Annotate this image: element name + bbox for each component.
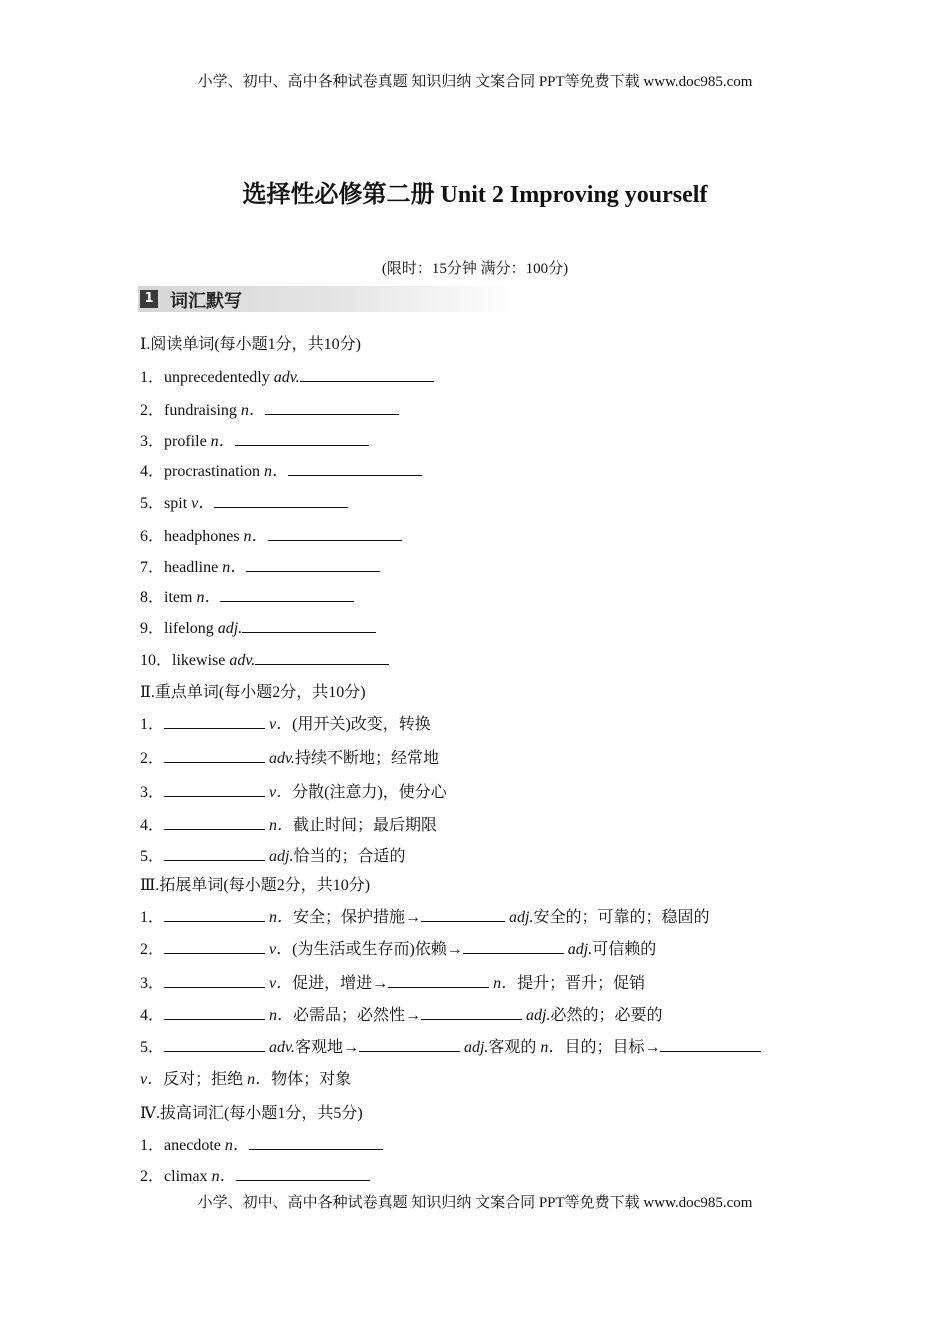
list-item — [140, 970, 645, 993]
answer-blank[interactable] — [164, 973, 265, 988]
item-pos: adj. — [509, 909, 534, 926]
answer-blank[interactable] — [235, 431, 369, 446]
list-item — [140, 554, 380, 577]
item-pos: adv. — [273, 369, 300, 386]
item-pos: n． — [247, 1071, 272, 1088]
item-meaning: (为生活或生存而)依赖→ — [292, 941, 463, 958]
list-item — [140, 745, 439, 768]
banner-number: 1 — [140, 290, 158, 308]
item-word: headphones — [164, 528, 240, 545]
time-limit: (限时：15分钟 满分：100分) — [381, 261, 569, 277]
item-word: anecdote — [164, 1137, 221, 1154]
item-number: 3． — [140, 433, 165, 450]
answer-blank[interactable] — [164, 714, 265, 729]
page-header: 小学、初中、高中各种试卷真题 知识归纳 文案合同 PPT等免费下载 www.doc985.com — [197, 74, 753, 90]
item-pos: v． — [191, 495, 215, 512]
item-pos: n． — [211, 1168, 236, 1185]
item-number: 10． — [140, 652, 173, 669]
item-meaning: 提升；晋升；促销 — [517, 975, 646, 992]
answer-blank[interactable] — [164, 815, 265, 830]
list-item — [140, 458, 422, 481]
answer-blank[interactable] — [236, 1166, 370, 1181]
item-number: 1． — [140, 716, 165, 733]
item-number: 2． — [140, 941, 165, 958]
list-item — [140, 364, 434, 387]
item-pos: v． — [269, 784, 293, 801]
answer-blank[interactable] — [265, 400, 399, 415]
item-pos: n． — [243, 528, 268, 545]
item-meaning: (用开关)改变，转换 — [292, 716, 431, 733]
answer-blank[interactable] — [164, 1005, 265, 1020]
item-number: 7． — [140, 559, 165, 576]
answer-blank[interactable] — [164, 1037, 265, 1052]
item-pos: adj. — [269, 848, 294, 865]
section-4-heading: Ⅳ.拔高词汇(每小题1分，共5分) — [140, 1105, 363, 1122]
item-meaning: 安全的；可靠的；稳固的 — [533, 909, 710, 926]
item-word: procrastination — [164, 463, 260, 480]
item-number: 2． — [140, 402, 165, 419]
list-item — [140, 490, 348, 513]
section-3-heading: Ⅲ.拓展单词(每小题2分，共10分) — [140, 877, 371, 894]
item-word: profile — [164, 433, 207, 450]
item-pos: n． — [224, 1137, 249, 1154]
item-word: spit — [164, 495, 188, 512]
item-word: item — [164, 589, 193, 606]
item-pos: v． — [140, 1071, 164, 1088]
answer-blank[interactable] — [164, 748, 265, 763]
page-title: 选择性必修第二册 Unit 2 Improving yourself — [242, 182, 708, 208]
item-pos: adj. — [526, 1007, 551, 1024]
item-meaning: 可信赖的 — [592, 941, 657, 958]
list-item — [140, 843, 405, 866]
list-item — [140, 904, 710, 927]
banner-text: 词汇默写 — [170, 291, 242, 312]
item-pos: n． — [540, 1039, 565, 1056]
answer-blank[interactable] — [388, 973, 489, 988]
list-item — [140, 812, 437, 835]
item-meaning: 恰当的；合适的 — [293, 848, 406, 865]
answer-blank[interactable] — [164, 939, 265, 954]
item-pos: v． — [269, 941, 293, 958]
item-pos: v． — [269, 716, 293, 733]
item-pos: adj. — [217, 620, 243, 637]
item-meaning: 客观地→ — [294, 1039, 359, 1056]
item-pos: adv. — [269, 750, 295, 767]
item-pos: adj. — [567, 941, 593, 958]
list-item — [140, 523, 402, 546]
item-meaning: 必需品；必然性→ — [293, 1007, 422, 1024]
list-item — [140, 1163, 370, 1186]
list-item — [140, 647, 389, 670]
item-pos: n． — [240, 402, 265, 419]
item-number: 6． — [140, 528, 165, 545]
item-word: likewise — [172, 652, 226, 669]
answer-blank[interactable] — [255, 650, 389, 665]
answer-blank[interactable] — [249, 1135, 383, 1150]
item-pos: adv. — [229, 652, 256, 669]
answer-blank[interactable] — [242, 618, 376, 633]
item-pos: adj. — [463, 1039, 489, 1056]
answer-blank[interactable] — [300, 367, 434, 382]
item-meaning: 促进，增进→ — [292, 975, 389, 992]
answer-blank[interactable] — [421, 907, 505, 922]
item-pos: v． — [269, 975, 293, 992]
list-item — [140, 584, 354, 607]
answer-blank[interactable] — [421, 1005, 522, 1020]
list-item — [140, 779, 447, 802]
item-pos: n． — [222, 559, 247, 576]
answer-blank[interactable] — [164, 782, 265, 797]
item-number: 3． — [140, 975, 165, 992]
item-pos: n． — [210, 433, 235, 450]
item-meaning: 分散(注意力)，使分心 — [292, 784, 447, 801]
item-meaning: 必然的；必要的 — [550, 1007, 663, 1024]
list-item — [140, 397, 399, 420]
item-pos: n． — [269, 1007, 294, 1024]
list-item — [140, 1002, 663, 1025]
item-pos: n． — [196, 589, 221, 606]
answer-blank[interactable] — [268, 526, 402, 541]
item-number: 5． — [140, 1039, 165, 1056]
item-number: 5． — [140, 495, 165, 512]
item-number: 9． — [140, 620, 165, 637]
item-number: 4． — [140, 463, 165, 480]
section-2-heading: Ⅱ.重点单词(每小题2分，共10分) — [140, 684, 366, 701]
section-1-heading: Ⅰ.阅读单词(每小题1分，共10分) — [140, 336, 361, 353]
item-pos: n． — [263, 463, 288, 480]
answer-blank[interactable] — [359, 1037, 460, 1052]
item-meaning: 物体；对象 — [271, 1071, 352, 1088]
item-number: 2． — [140, 750, 165, 767]
answer-blank[interactable] — [288, 461, 422, 476]
item-pos: n． — [493, 975, 518, 992]
answer-blank[interactable] — [214, 493, 348, 508]
page-footer: 小学、初中、高中各种试卷真题 知识归纳 文案合同 PPT等免费下载 www.doc985.com — [197, 1195, 753, 1211]
item-number: 4． — [140, 1007, 165, 1024]
section-banner — [138, 286, 520, 312]
item-pos: n． — [269, 817, 294, 834]
item-word: climax — [164, 1168, 208, 1185]
item-meaning: 安全；保护措施→ — [293, 909, 422, 926]
item-number: 8． — [140, 589, 165, 606]
item-word: fundraising — [164, 402, 237, 419]
list-item-continuation — [140, 1066, 351, 1089]
item-word: lifelong — [164, 620, 214, 637]
answer-blank[interactable] — [220, 587, 354, 602]
item-meaning: 截止时间；最后期限 — [293, 817, 438, 834]
list-item — [140, 1034, 761, 1057]
item-meaning: 持续不断地；经常地 — [294, 750, 439, 767]
item-number: 1． — [140, 909, 165, 926]
item-meaning: 客观的 — [488, 1039, 537, 1056]
answer-blank[interactable] — [164, 846, 265, 861]
answer-blank[interactable] — [660, 1037, 761, 1052]
item-meaning: 反对；拒绝 — [163, 1071, 244, 1088]
item-number: 1． — [140, 369, 165, 386]
item-number: 1． — [140, 1137, 165, 1154]
item-number: 5． — [140, 848, 165, 865]
answer-blank[interactable] — [246, 557, 380, 572]
item-number: 3． — [140, 784, 165, 801]
list-item — [140, 936, 656, 959]
list-item — [140, 615, 376, 638]
item-word: unprecedentedly — [164, 369, 270, 386]
item-pos: adv. — [269, 1039, 295, 1056]
item-number: 2． — [140, 1168, 165, 1185]
list-item — [140, 1132, 383, 1155]
item-meaning: 目的；目标→ — [564, 1039, 661, 1056]
item-word: headline — [164, 559, 219, 576]
item-number: 4． — [140, 817, 165, 834]
list-item — [140, 428, 369, 451]
answer-blank[interactable] — [164, 907, 265, 922]
list-item — [140, 711, 431, 734]
answer-blank[interactable] — [463, 939, 564, 954]
item-pos: n． — [269, 909, 294, 926]
